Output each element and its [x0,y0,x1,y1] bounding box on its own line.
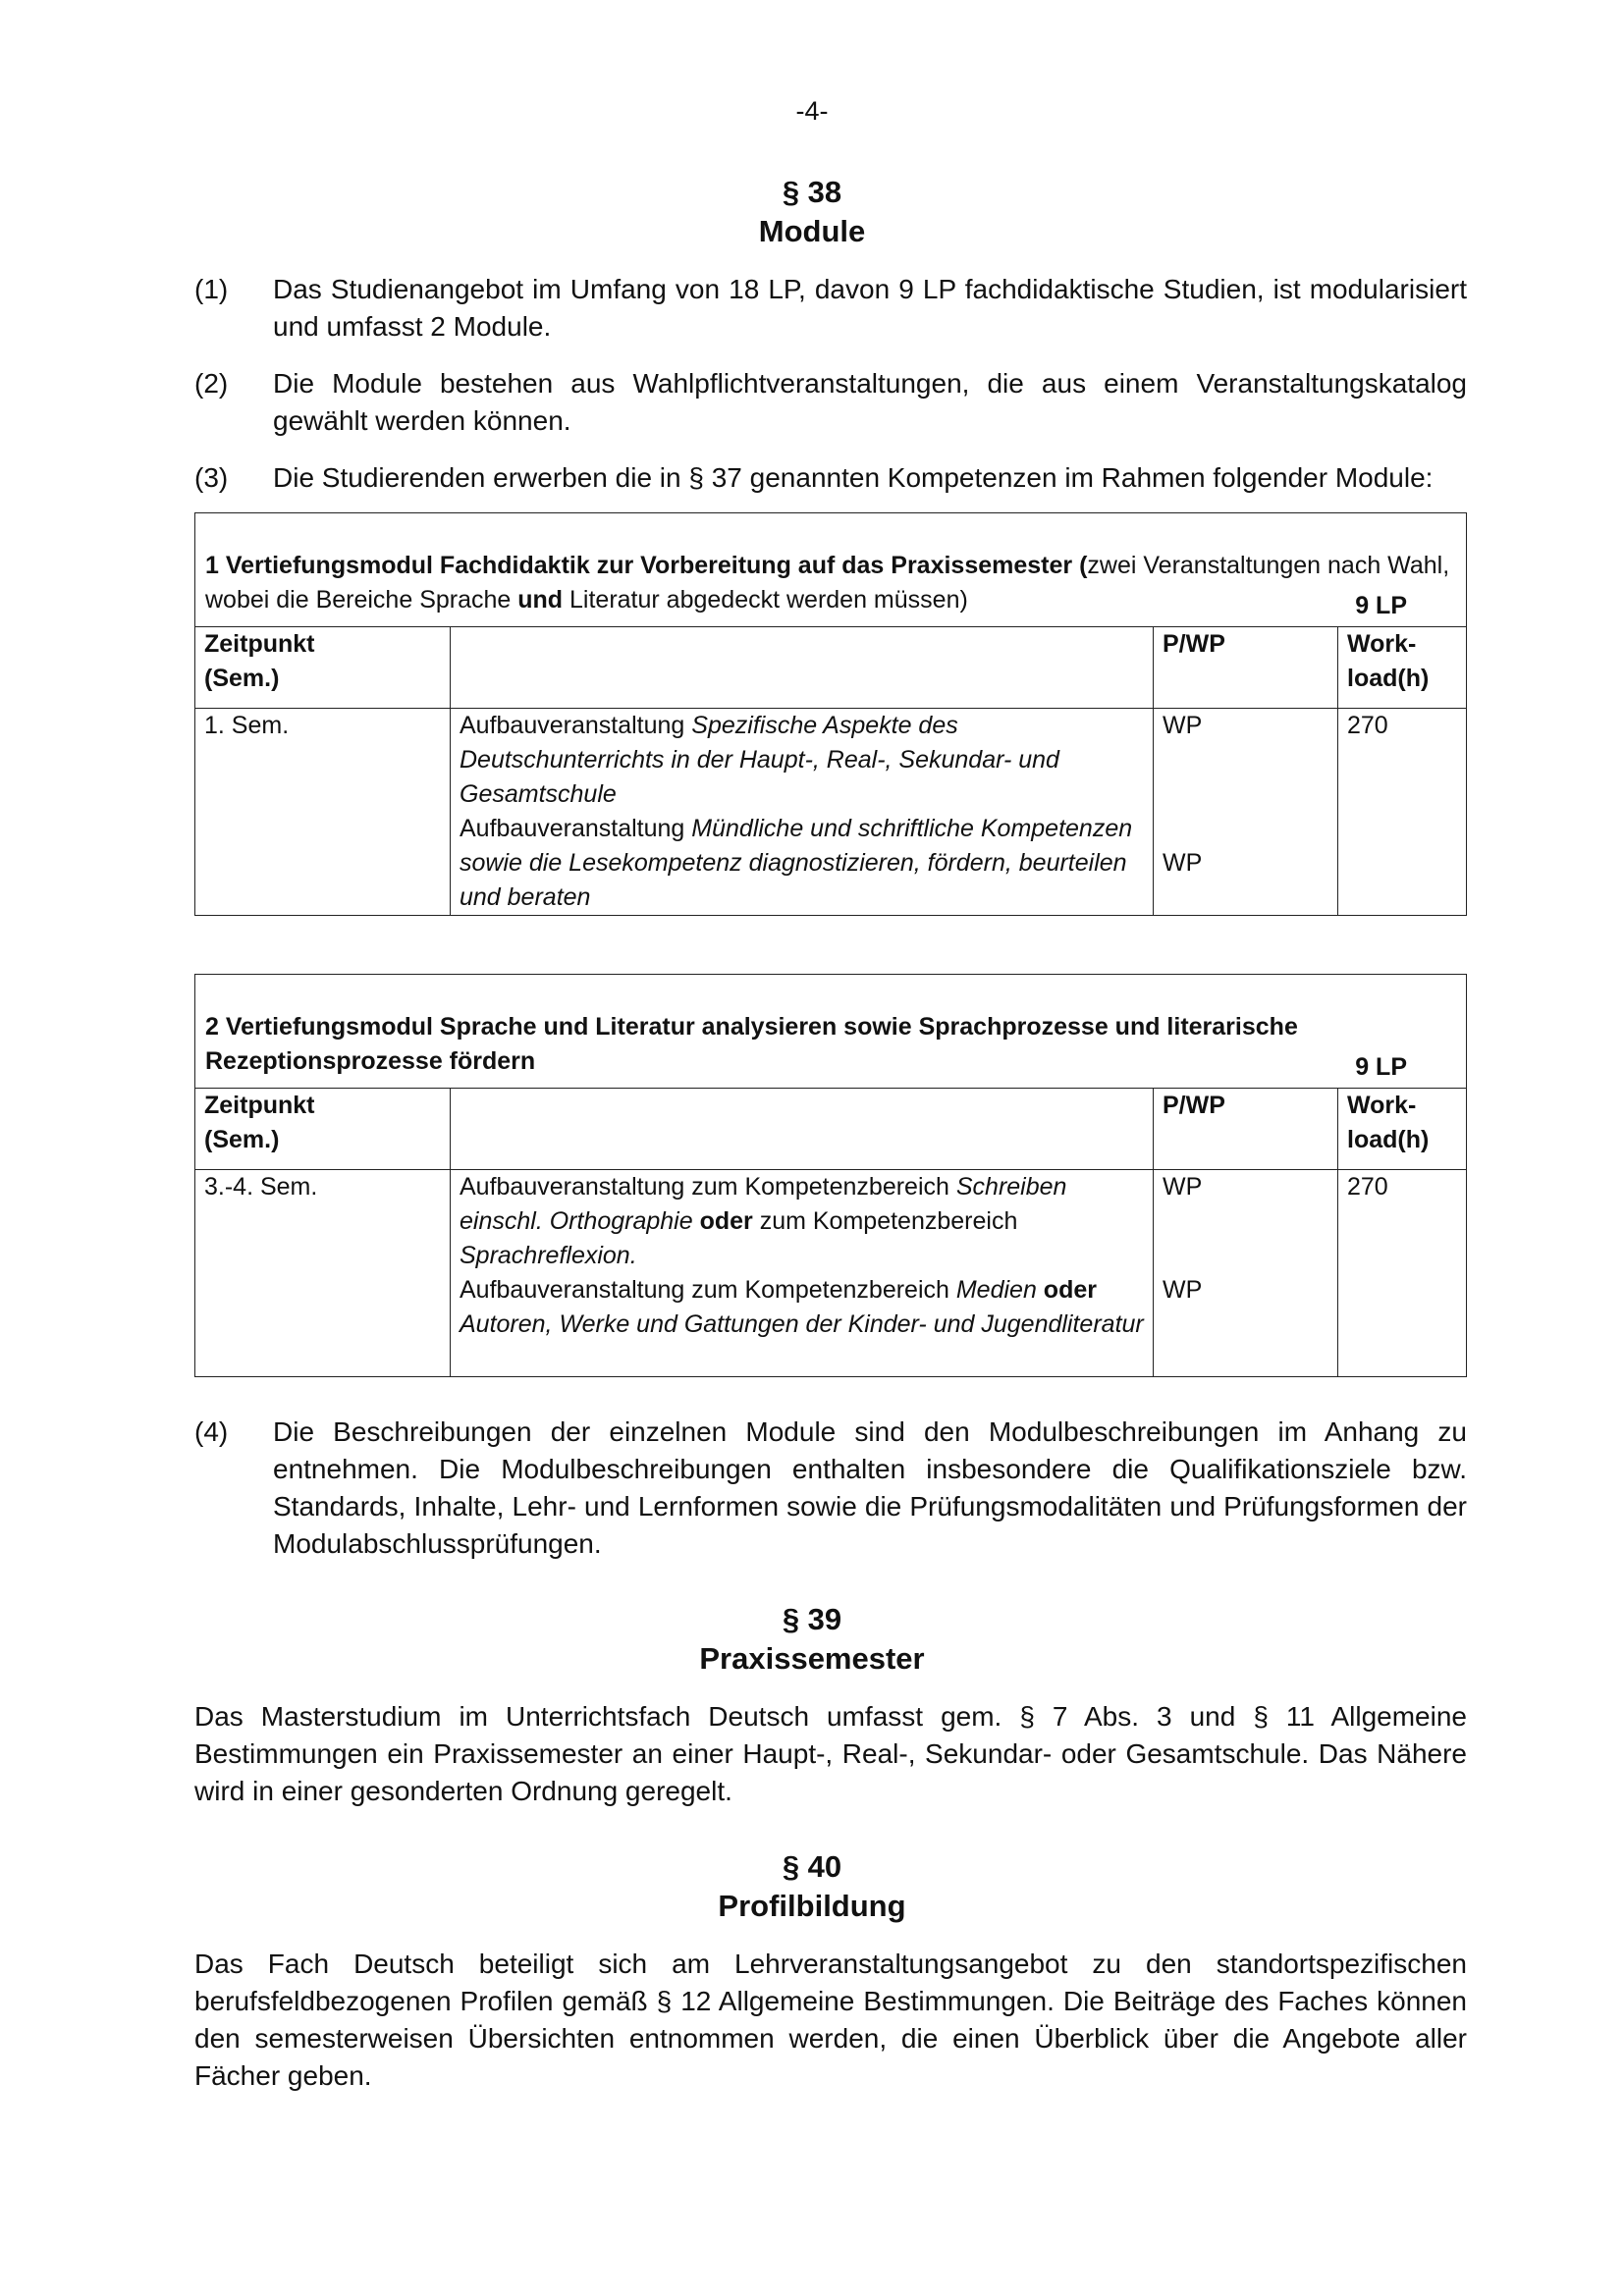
module-1-column-headers [195,627,1466,709]
page-number: -4- [795,96,829,126]
paragraph-number: (2) [194,368,229,399]
module-1-table [194,512,1467,916]
section-40-number: § 40 [782,1849,842,1884]
module-1-row [195,709,1466,915]
header-zeitpunkt-line1: Zeitpunkt [204,630,315,658]
header-workload [1338,627,1466,708]
module-2-workload: 270 [1347,1173,1388,1201]
paragraph-text: Die Studierenden erwerben die in § 37 genannten Kompetenzen im Rahmen folgender Module: [273,462,1434,493]
course-title: Medien [955,1276,1037,1304]
course-title-2: Autoren, Werke und Gattungen der Kinder- und Jugendliteratur [460,1310,1144,1338]
section-38-number: § 38 [782,175,842,209]
module-1-header [195,513,1466,627]
header-zeitpunkt [195,627,451,708]
paragraph-number: (1) [194,274,229,304]
module-2-semester: 3.-4. Sem. [195,1170,451,1376]
module-1-workload: 270 [1347,712,1388,739]
module-1-pwp [1154,709,1338,915]
module-2-table [194,974,1467,1377]
pwp-value: WP [1163,712,1203,739]
module-2-pwp [1154,1170,1338,1376]
module-2-title-line1: 2 Vertiefungsmodul Sprache und Literatur analysieren sowie Sprachprozesse und literarische [205,1013,1298,1041]
pwp-value: WP [1163,849,1203,877]
paragraph-text: Die Beschreibungen der einzelnen Module sind den Modulbeschreibungen im Anhang zu entnehmen. Die Modulbeschreibungen enthalten insbesondere die Qualifikationsziele bzw. Standards, Inhalte, Lehr- und Lernformen sowie die Prüfungsmodalitäten und Prüfungsformen der Modulabschlussprüfungen. [273,1416,1467,1559]
module-1-semester: 1. Sem. [195,709,451,915]
course-mid: zum Kompetenzbereich [752,1207,1018,1235]
paragraph-text: Das Studienangebot im Umfang von 18 LP, davon 9 LP fachdidaktische Studien, ist modularisiert und umfasst 2 Module. [273,274,1467,342]
course-prefix: Aufbauveranstaltung zum Kompetenzbereich [460,1276,956,1304]
header-workload-line2: load(h) [1347,1126,1430,1153]
pwp-value: WP [1163,1173,1203,1201]
module-2-course-2 [460,1273,1144,1342]
course-title: Spezifische Aspekte des Deutschunterrichts in der Haupt-, Real-, Sekundar- und Gesamtschule [460,712,1059,808]
paragraph-number: (3) [194,462,229,493]
course-title: Schreiben einschl. Orthographie [460,1173,1067,1235]
course-oder: oder [1036,1276,1097,1304]
header-course [451,627,1154,708]
section-40-title: Profilbildung [718,1889,906,1923]
module-2-course-1 [460,1170,1144,1273]
module-1-lp: 9 LP [1355,592,1407,619]
section-40-text: Das Fach Deutsch beteiligt sich am Lehrveranstaltungsangebot zu den standortspezifischen berufsfeldbezogenen Profilen gemäß § 12 Allgemeine Bestimmungen. Die Beiträge des Faches können den semesterweisen Übersichten entnommen werden, die einen Überblick über die Angebote aller Fächer geben. [194,1949,1467,2091]
course-title: Mündliche und schriftliche Kompetenzen sowie die Lesekompetenz diagnostizieren, fördern, beurteilen und beraten [460,815,1133,911]
header-pwp: P/WP [1154,1089,1338,1169]
module-1-title-end: Literatur abgedeckt werden müssen) [563,586,968,614]
module-2-column-headers [195,1089,1466,1170]
header-zeitpunkt [195,1089,451,1169]
header-zeitpunkt-line2: (Sem.) [204,1126,280,1153]
section-39-number: § 39 [782,1602,842,1636]
pwp-value: WP [1163,1276,1203,1304]
module-2-header [195,975,1466,1089]
course-title-2: Sprachreflexion. [460,1242,637,1269]
header-workload [1338,1089,1466,1169]
paragraph-text: Die Module bestehen aus Wahlpflichtveranstaltungen, die aus einem Veranstaltungskatalog gewählt werden können. [273,368,1467,436]
module-1-course-1 [460,709,1144,812]
paragraph-number: (4) [194,1416,229,1447]
module-1-course-2 [460,812,1144,915]
course-prefix: Aufbauveranstaltung [460,815,692,842]
header-workload-line1: Work- [1347,1092,1417,1119]
module-2-title-line2: Rezeptionsprozesse fördern [205,1047,536,1075]
header-pwp: P/WP [1154,627,1338,708]
header-workload-line1: Work- [1347,630,1417,658]
module-2-lp: 9 LP [1355,1053,1407,1081]
module-2-courses [451,1170,1154,1376]
course-oder: oder [692,1207,753,1235]
module-2-row [195,1170,1466,1376]
header-course [451,1089,1154,1169]
course-prefix: Aufbauveranstaltung zum Kompetenzbereich [460,1173,956,1201]
header-zeitpunkt-line2: (Sem.) [204,665,280,692]
section-39-title: Praxissemester [699,1641,925,1676]
section-39-text: Das Masterstudium im Unterrichtsfach Deutsch umfasst gem. § 7 Abs. 3 und § 11 Allgemeine Bestimmungen ein Praxissemester an einer Haupt-, Real-, Sekundar- oder Gesamtschule. Das Nähere wird in einer gesonderten Ordnung geregelt. [194,1701,1467,1806]
module-1-title-und: und [517,586,564,614]
section-38-title: Module [758,214,866,248]
course-prefix: Aufbauveranstaltung [460,712,692,739]
header-workload-line2: load(h) [1347,665,1430,692]
module-1-title: 1 Vertiefungsmodul Fachdidaktik zur Vorbereitung auf das Praxissemester ( [205,552,1088,579]
module-1-courses [451,709,1154,915]
header-zeitpunkt-line1: Zeitpunkt [204,1092,315,1119]
module-1-title-rest: zwei Veranstaltungen nach Wahl, wobei die Bereiche Sprache [205,552,1450,614]
